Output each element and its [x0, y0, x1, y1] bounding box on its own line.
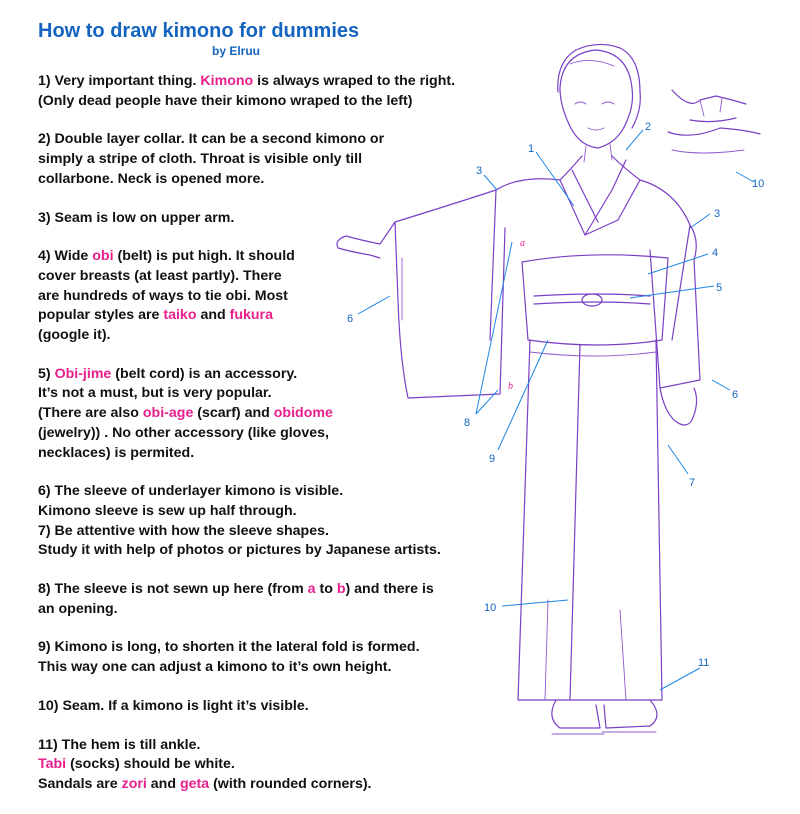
- page-title: How to draw kimono for dummies: [38, 20, 360, 42]
- note-line: [38, 170, 508, 190]
- note-paragraph: [38, 72, 508, 111]
- note-line: [38, 444, 508, 464]
- note-text: (jewelry)) . No other accessory (like gloves,: [38, 424, 329, 441]
- note-text: Sandals are: [38, 775, 122, 792]
- note-paragraph: [38, 130, 508, 189]
- note-text: (There are also: [38, 405, 143, 422]
- highlighted-term: obi-age: [142, 405, 194, 422]
- note-text: cover breasts (at least partly). There: [38, 267, 282, 284]
- note-line: [38, 697, 508, 717]
- note-text: 9) Kimono is long, to shorten it the lateral fold is formed.: [38, 639, 420, 656]
- figure-right-sleeve: [650, 225, 700, 425]
- note-line: [38, 541, 508, 561]
- figure-skirt: [518, 340, 662, 700]
- note-line: [38, 150, 508, 170]
- note-line: [38, 600, 508, 620]
- highlighted-term: obidome: [273, 405, 333, 422]
- note-text: is always wraped to the right.: [253, 73, 456, 89]
- note-text: 4) Wide: [38, 248, 93, 265]
- note-line: [38, 92, 508, 112]
- note-line: [38, 736, 508, 756]
- sleeve-mark-b: b: [508, 381, 513, 392]
- note-text: necklaces) is permited.: [38, 444, 195, 461]
- note-line: [38, 287, 508, 307]
- author-byline: by Elruu: [212, 44, 261, 58]
- sleeve-mark-a: a: [520, 238, 525, 249]
- note-text: (socks) should be white.: [66, 756, 235, 773]
- note-text: 10) Seam. If a kimono is light it’s visible.: [38, 697, 309, 714]
- highlighted-term: obi: [92, 248, 114, 265]
- callout-6-right: 6: [732, 389, 739, 401]
- note-paragraph: [38, 580, 508, 619]
- note-line: [38, 209, 508, 229]
- note-line: [38, 247, 508, 267]
- note-paragraph: [38, 482, 508, 561]
- note-text: This way one can adjust a kimono to it’s own height.: [38, 659, 392, 676]
- note-line: [38, 72, 508, 92]
- note-line: [38, 326, 508, 346]
- note-text: simply a stripe of cloth. Throat is visible only till: [38, 151, 363, 168]
- figure-obi: [522, 255, 668, 345]
- note-text: and: [196, 307, 230, 324]
- callout-2: 2: [645, 121, 652, 133]
- callout-9: 9: [489, 453, 496, 465]
- note-line: [38, 658, 508, 678]
- highlighted-term: taiko: [163, 307, 197, 324]
- note-line: [38, 424, 508, 444]
- highlighted-term: b: [336, 581, 346, 598]
- note-line: [38, 755, 508, 775]
- note-paragraph: [38, 697, 508, 717]
- callout-5: 5: [716, 282, 723, 294]
- callout-7: 7: [689, 477, 696, 489]
- note-line: [38, 306, 508, 326]
- highlighted-term: Kimono: [200, 73, 254, 89]
- note-text: 2) Double layer collar. It can be a second kimono or: [38, 131, 385, 148]
- note-line: [38, 267, 508, 287]
- note-text: to: [315, 581, 337, 598]
- highlighted-term: zori: [121, 775, 147, 792]
- instruction-notes: [38, 72, 508, 814]
- highlighted-term: geta: [179, 775, 210, 792]
- note-text: collarbone. Neck is opened more.: [38, 170, 265, 187]
- note-paragraph: [38, 638, 508, 677]
- note-text: (Only dead people have their kimono wraped to the left): [38, 92, 413, 109]
- highlighted-term: a: [307, 581, 316, 598]
- note-paragraph: [38, 736, 508, 795]
- note-text: are hundreds of ways to tie obi. Most: [38, 287, 288, 304]
- figure-feet: [552, 700, 657, 734]
- note-text: and: [146, 775, 180, 792]
- note-text: 7) Be attentive with how the sleeve shapes.: [38, 522, 329, 539]
- note-line: [38, 482, 508, 502]
- note-text: an opening.: [38, 600, 118, 617]
- note-paragraph: [38, 365, 508, 464]
- note-text: (with rounded corners).: [209, 775, 372, 792]
- note-line: [38, 130, 508, 150]
- note-line: [38, 502, 508, 522]
- note-text: ) and there is: [345, 581, 434, 598]
- note-line: [38, 365, 508, 385]
- note-text: 3) Seam is low on upper arm.: [38, 209, 235, 226]
- note-paragraph: [38, 247, 508, 346]
- highlighted-term: fukura: [229, 307, 273, 324]
- callout-4: 4: [712, 247, 719, 259]
- note-line: [38, 580, 508, 600]
- note-text: 5): [38, 365, 55, 382]
- callout-6-left: 6: [347, 313, 354, 325]
- note-text: (belt cord) is an accessory.: [111, 365, 298, 382]
- note-text: 8) The sleeve is not sewn up here (from: [38, 581, 308, 598]
- note-text: Study it with help of photos or pictures by Japanese artists.: [38, 542, 441, 559]
- figure-head: [558, 44, 641, 162]
- callout-8: 8: [464, 417, 471, 429]
- note-text: 11) The hem is till ankle.: [38, 736, 201, 753]
- note-text: (belt) is put high. It should: [113, 248, 295, 265]
- note-line: [38, 638, 508, 658]
- callout-1: 1: [528, 143, 535, 155]
- callout-11: 11: [698, 657, 710, 669]
- highlighted-term: Obi-jime: [54, 365, 112, 382]
- note-text: (scarf) and: [193, 405, 274, 422]
- figure-torso: [490, 156, 690, 340]
- callout-3-right: 3: [714, 208, 721, 220]
- note-text: 1) Very important thing.: [38, 73, 201, 89]
- callout-10-skirt: 10: [484, 602, 497, 614]
- note-text: popular styles are: [38, 307, 164, 324]
- note-line: [38, 775, 508, 795]
- note-text: 6) The sleeve of underlayer kimono is visible.: [38, 483, 344, 500]
- note-paragraph: [38, 209, 508, 229]
- note-text: (google it).: [38, 327, 111, 344]
- note-line: [38, 404, 508, 424]
- note-text: It’s not a must, but is very popular.: [38, 385, 272, 402]
- highlighted-term: Tabi: [38, 756, 67, 773]
- callout-3-left: 3: [476, 165, 483, 177]
- callout-10-collar: 10: [752, 178, 765, 190]
- note-text: Kimono sleeve is sew up half through.: [38, 502, 297, 519]
- note-line: [38, 522, 508, 542]
- note-line: [38, 384, 508, 404]
- collar-detail-sketch: [668, 90, 760, 153]
